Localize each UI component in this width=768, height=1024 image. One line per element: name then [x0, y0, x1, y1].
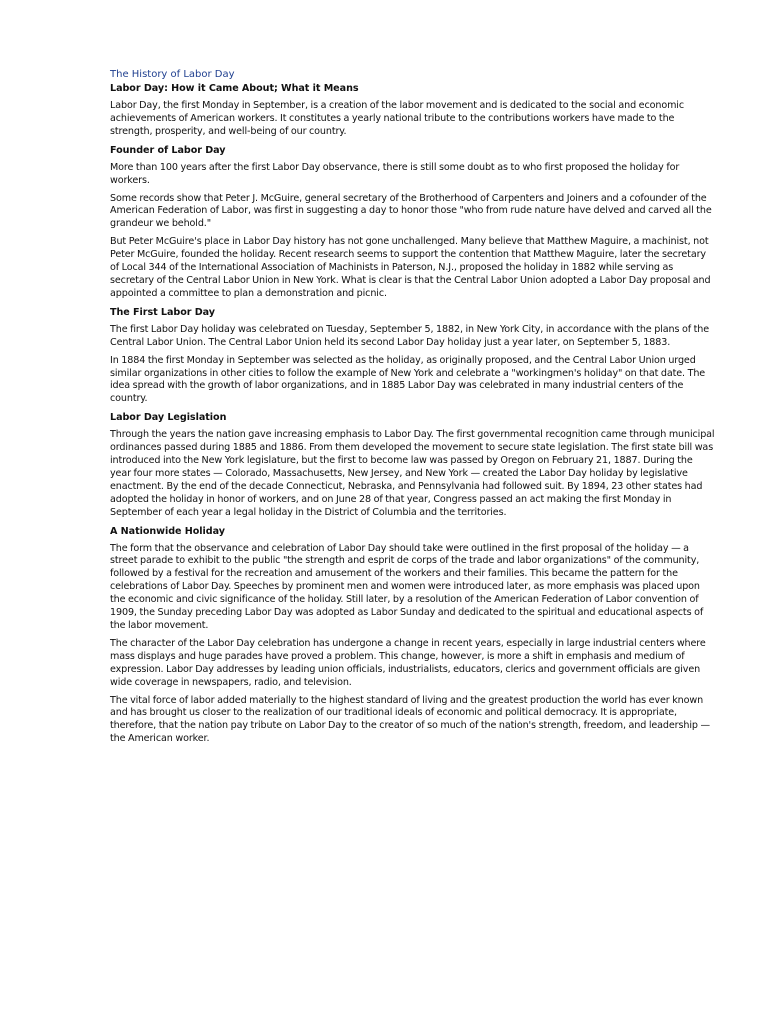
founder-paragraph-3: But Peter McGuire's place in Labor Day history has not gone unchallenged. Many believe that Matthew Maguire, a machinist, not Peter McGuire, founded the holiday. Recent research seems to support the contention that Matthew Maguire, later the secretary of Local 344 of the International Association of Machinists in Paterson, N.J., proposed the holiday in 1882 while serving as secretary of the Central Labor Union in New York. What is clear is that the Central Labor Union adopted a Labor Day proposal and appointed a committee to plan a demonstration and picnic. [110, 236, 711, 299]
section-heading-nationwide-holiday: A Nationwide Holiday [110, 525, 225, 537]
document-page [110, 68, 716, 751]
legislation-paragraph-1: Through the years the nation gave increasing emphasis to Labor Day. The first governmental recognition came through municipal ordinances passed during 1885 and 1886. From them developed the movement to secure state legislation. The first state bill was introduced into the New York legislature, but the first to become law was passed by Oregon on February 21, 1887. During the year four more states — Colorado, Massachusetts, New Jersey, and New York — created the Labor Day holiday by legislative enactment. By the end of the decade Connecticut, Nebraska, and Pennsylvania had followed suit. By 1894, 23 other states had adopted the holiday in honor of workers, and on June 28 of that year, Congress passed an act making the first Monday in September of each year a legal holiday in the District of Columbia and the territories. [110, 429, 715, 518]
nationwide-paragraph-1: The form that the observance and celebration of Labor Day should take were outlined in the first proposal of the holiday — a street parade to exhibit to the public "the strength and esprit de corps of the trade and labor organizations" of the community, followed by a festival for the recreation and amusement of the workers and their families. This became the pattern for the celebrations of Labor Day. Speeches by prominent men and women were introduced later, as more emphasis was placed upon the economic and civic significance of the holiday. Still later, by a resolution of the American Federation of Labor convention of 1909, the Sunday preceding Labor Day was adopted as Labor Sunday and dedicated to the spiritual and educational aspects of the labor movement. [110, 542, 704, 631]
first-labor-day-paragraph-2: In 1884 the first Monday in September was selected as the holiday, as originally proposed, and the Central Labor Union urged similar organizations in other cities to follow the example of New York and celebrate a "workingmen's holiday" on that date. The idea spread with the growth of labor organizations, and in 1885 Labor Day was celebrated in many industrial centers of the country. [110, 354, 706, 405]
section-heading-legislation: Labor Day Legislation [110, 412, 227, 424]
nationwide-paragraph-3: The vital force of labor added materially to the highest standard of living and the greatest production the world has ever known and has brought us closer to the realization of our traditional ideals of economic and political democracy. It is appropriate, therefore, that the nation pay tribute on Labor Day to the creator of so much of the nation's strength, freedom, and leadership — the American worker. [110, 694, 710, 745]
first-labor-day-paragraph-1: The first Labor Day holiday was celebrated on Tuesday, September 5, 1882, in New York City, in accordance with the plans of the Central Labor Union. The Central Labor Union held its second Labor Day holiday just a year later, on September 5, 1883. [110, 323, 709, 348]
section-heading-first-labor-day: The First Labor Day [110, 306, 215, 318]
founder-paragraph-1: More than 100 years after the first Labor Day observance, there is still some doubt as to who first proposed the holiday for workers. [110, 161, 680, 186]
intro-paragraph: Labor Day, the first Monday in September, is a creation of the labor movement and is dedicated to the social and economic achievements of American workers. It constitutes a yearly national tribute to the contributions workers have made to the strength, prosperity, and well-being of our country. [110, 100, 684, 137]
document-title-link[interactable]: The History of Labor Day [110, 69, 235, 80]
nationwide-paragraph-2: The character of the Labor Day celebration has undergone a change in recent years, especially in large industrial centers where mass displays and huge parades have proved a problem. This change, however, is more a shift in emphasis and medium of expression. Labor Day addresses by leading union officials, industrialists, educators, clerics and government officials are given wide coverage in newspapers, radio, and television. [110, 637, 706, 688]
main-heading: Labor Day: How it Came About; What it Means [110, 83, 359, 94]
founder-paragraph-2: Some records show that Peter J. McGuire, general secretary of the Brotherhood of Carpenters and Joiners and a cofounder of the American Federation of Labor, was first in suggesting a day to honor those "who from rude nature have delved and carved all the grandeur we behold." [110, 192, 712, 230]
section-heading-founder: Founder of Labor Day [110, 144, 226, 156]
